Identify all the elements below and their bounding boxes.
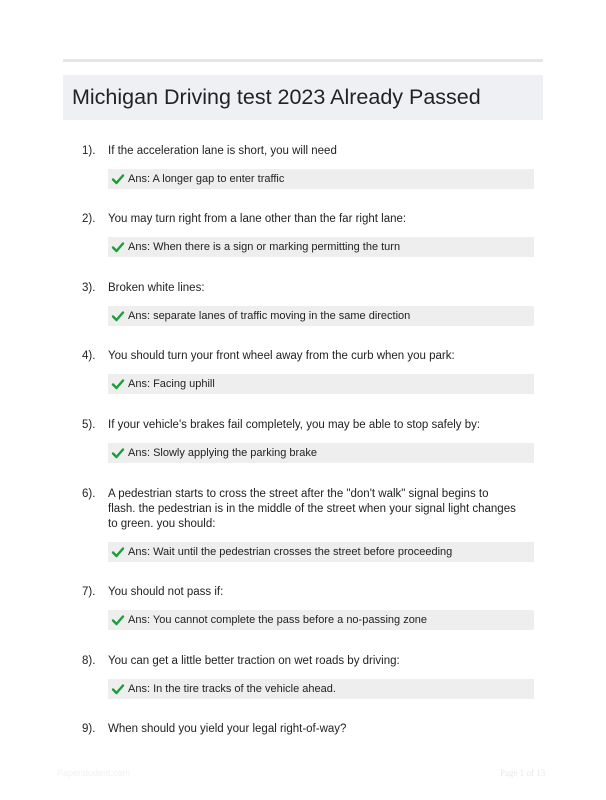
question-number: 5). [82,419,96,431]
check-icon [111,377,125,391]
question-text: If your vehicle's brakes fail completely, you may be able to stop safely by: [108,419,481,431]
check-icon [111,240,125,254]
answer-box [108,679,534,699]
question-text: Broken white lines: [108,282,205,294]
answer-box [108,237,534,257]
check-icon [111,613,125,627]
question-number: 1). [82,145,96,157]
question-number: 6). [82,488,96,500]
check-icon [111,309,125,323]
answer-text: Ans: separate lanes of traffic moving in the same direction [128,310,411,322]
question-number: 4). [82,350,96,362]
answer-box [108,443,534,463]
check-icon [111,682,125,696]
answer-box [108,542,534,562]
question-text: If the acceleration lane is short, you will need [108,145,337,157]
question-text: You should turn your front wheel away from the curb when you park: [108,350,455,362]
question-number: 3). [82,282,96,294]
answer-box [108,610,534,630]
page-number: Page 1 of 13 [500,768,546,778]
question-number: 9). [82,723,96,735]
answer-text: Ans: In the tire tracks of the vehicle ahead. [128,683,336,695]
document-title: Michigan Driving test 2023 Already Passed [72,85,481,109]
check-icon [111,545,125,559]
question-text: A pedestrian starts to cross the street after the "don't walk" signal begins to flash. the pedestrian is in the middle of the street when your signal light changes to green. you should: [108,488,516,530]
question-number: 2). [82,213,96,225]
answer-text: Ans: You cannot complete the pass before a no-passing zone [128,614,428,626]
answer-text: Ans: When there is a sign or marking permitting the turn [128,241,401,253]
answer-text: Ans: Facing uphill [128,378,215,390]
question-number: 7). [82,586,96,598]
answer-box [108,169,534,189]
footer-watermark: Paperstudent.com [57,768,131,778]
question-text: You can get a little better traction on wet roads by driving: [108,655,400,667]
check-icon [111,172,125,186]
question-text: When should you yield your legal right-of-way? [108,723,347,735]
answer-text: Ans: A longer gap to enter traffic [128,173,285,185]
answer-box [108,374,534,394]
question-text: You should not pass if: [108,586,224,598]
answer-box [108,306,534,326]
answer-text: Ans: Slowly applying the parking brake [128,447,317,459]
check-icon [111,446,125,460]
question-number: 8). [82,655,96,667]
question-text: You may turn right from a lane other than the far right lane: [108,213,407,225]
answer-text: Ans: Wait until the pedestrian crosses the street before proceeding [128,546,453,558]
